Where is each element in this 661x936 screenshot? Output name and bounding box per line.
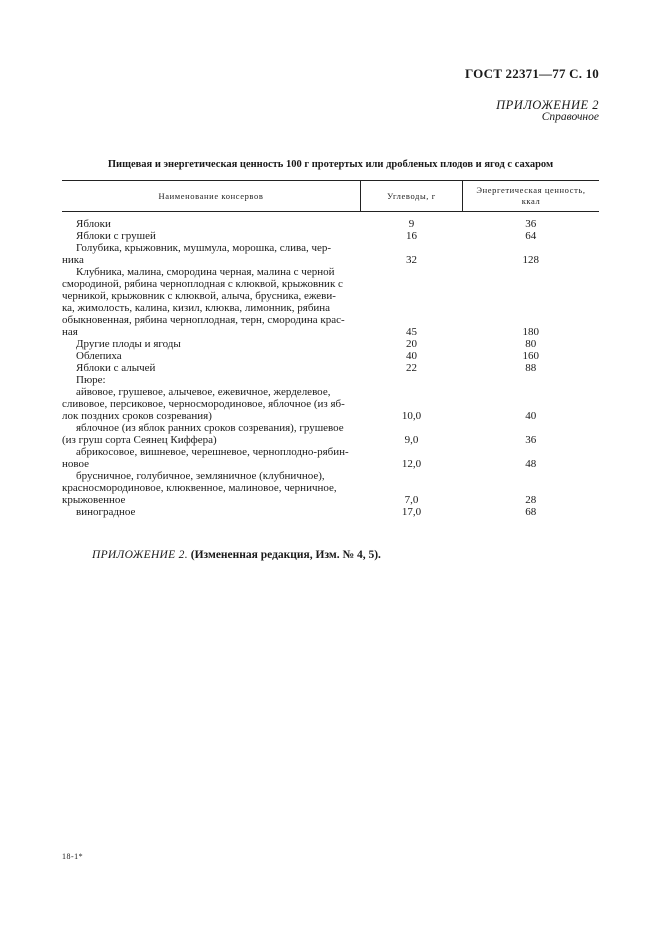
table-row <box>62 374 599 386</box>
product-name-line: сливовое, персиковое, черносмородиновое, яблочное (из яб- <box>62 398 345 410</box>
product-name-line: ная <box>62 326 78 338</box>
product-name-cell <box>62 446 361 470</box>
table-row <box>62 350 599 362</box>
carbs-cell: 12,0 <box>401 458 422 470</box>
product-name-line: Облепиха <box>76 350 122 362</box>
product-name-cell <box>62 422 361 446</box>
product-name-line: Другие плоды и ягоды <box>76 338 181 350</box>
product-name-line: абрикосовое, вишневое, черешневое, черноплодно-рябин- <box>76 446 349 458</box>
product-name-cell <box>62 230 361 242</box>
table-row <box>62 386 599 422</box>
product-name-line: айвовое, грушевое, алычевое, ежевичное, жерделевое, <box>76 386 331 398</box>
product-name-line: ка, жимолость, калина, кизил, клюква, лимонник, рябина <box>62 302 331 314</box>
product-name-cell <box>62 266 361 338</box>
product-name-line: Яблоки <box>76 218 111 230</box>
table-row <box>62 422 599 446</box>
table-row <box>62 470 599 506</box>
product-name-line: Клубника, малина, смородина черная, малина с черной <box>76 266 335 278</box>
appendix-type: Справочное <box>541 111 599 123</box>
carbs-cell: 9,0 <box>404 434 419 446</box>
table-header-row <box>62 181 599 212</box>
footnote-revision-note: (Измененная редакция, Изм. № 4, 5). <box>190 549 381 561</box>
table-row <box>62 266 599 338</box>
carbs-cell <box>361 374 463 386</box>
product-name-cell <box>62 350 361 362</box>
product-name-line: обыкновенная, рябина черноплодная, терн, смородина крас- <box>62 314 345 326</box>
product-name-line: крыжовенное <box>62 494 126 506</box>
energy-cell: 36 <box>525 434 537 446</box>
energy-cell: 64 <box>525 230 537 242</box>
product-name-line: красносмородиновое, клюквенное, малиновое, черничное, <box>62 482 337 494</box>
product-name-line: ника <box>62 254 84 266</box>
table-row <box>62 212 599 231</box>
table-row <box>62 338 599 350</box>
carbs-cell: 9 <box>408 218 415 230</box>
page-mark: 18-1* <box>62 852 84 861</box>
carbs-cell: 32 <box>406 254 417 266</box>
product-name-line: новое <box>62 458 90 470</box>
product-name-line: брусничное, голубичное, земляничное (клубничное), <box>76 470 325 482</box>
energy-cell: 36 <box>525 218 537 230</box>
table-body <box>62 212 599 519</box>
carbs-cell: 45 <box>406 326 417 338</box>
appendix-label: ПРИЛОЖЕНИЕ 2 <box>496 98 599 112</box>
table-row <box>62 230 599 242</box>
energy-cell: 80 <box>525 338 537 350</box>
product-name-line: (из груш сорта Сеянец Киффера) <box>62 434 217 446</box>
table-caption: Пищевая и энергетическая ценность 100 г протертых или дробленых плодов и ягод с сахаром <box>107 159 554 170</box>
product-name-line: смородиной, рябина черноплодная с клюквой, крыжовник с <box>62 278 343 290</box>
product-name-cell <box>62 470 361 506</box>
product-name-line: Голубика, крыжовник, мушмула, морошка, слива, чер- <box>76 242 332 254</box>
footnote-appendix-ref: ПРИЛОЖЕНИЕ 2. <box>92 549 188 561</box>
footnote <box>92 549 381 561</box>
product-name-cell <box>62 212 361 231</box>
product-name-line: лок поздних сроков созревания) <box>62 410 212 422</box>
product-name-line: яблочное (из яблок ранних сроков созревания), грушевое <box>76 422 344 434</box>
carbs-cell: 20 <box>406 338 417 350</box>
carbs-cell: 17,0 <box>401 506 422 518</box>
energy-cell: 68 <box>525 506 537 518</box>
product-name-cell <box>62 506 361 518</box>
table-row <box>62 446 599 470</box>
product-name-cell <box>62 338 361 350</box>
product-name-cell <box>62 242 361 266</box>
table-row <box>62 506 599 518</box>
nutrition-table <box>62 180 599 518</box>
carbs-cell: 16 <box>406 230 417 242</box>
carbs-cell: 7,0 <box>404 494 419 506</box>
product-name-line: Яблоки с грушей <box>76 230 156 242</box>
product-name-cell <box>62 362 361 374</box>
carbs-cell: 40 <box>406 350 417 362</box>
energy-cell: 28 <box>525 494 537 506</box>
carbs-cell: 22 <box>406 362 417 374</box>
energy-cell: 48 <box>525 458 537 470</box>
product-name-cell <box>62 386 361 422</box>
header-energy: Энергетическая ценность, ккал <box>463 181 600 212</box>
product-name-line: черникой, крыжовник с клюквой, алыча, брусника, ежеви- <box>62 290 336 302</box>
header-name: Наименование консервов <box>62 181 361 212</box>
energy-cell: 180 <box>522 326 539 338</box>
product-name-line: виноградное <box>76 506 136 518</box>
table-row <box>62 242 599 266</box>
product-name-cell <box>62 374 361 386</box>
product-name-line: Пюре: <box>76 374 106 386</box>
energy-cell: 88 <box>525 362 537 374</box>
carbs-cell: 10,0 <box>401 410 422 422</box>
energy-cell <box>463 374 600 386</box>
energy-cell: 160 <box>522 350 539 362</box>
table-row <box>62 362 599 374</box>
energy-cell: 128 <box>522 254 539 266</box>
energy-cell: 40 <box>525 410 537 422</box>
document-number: ГОСТ 22371—77 С. 10 <box>465 66 599 81</box>
product-name-line: Яблоки с алычей <box>76 362 156 374</box>
header-carbs: Углеводы, г <box>361 181 463 212</box>
